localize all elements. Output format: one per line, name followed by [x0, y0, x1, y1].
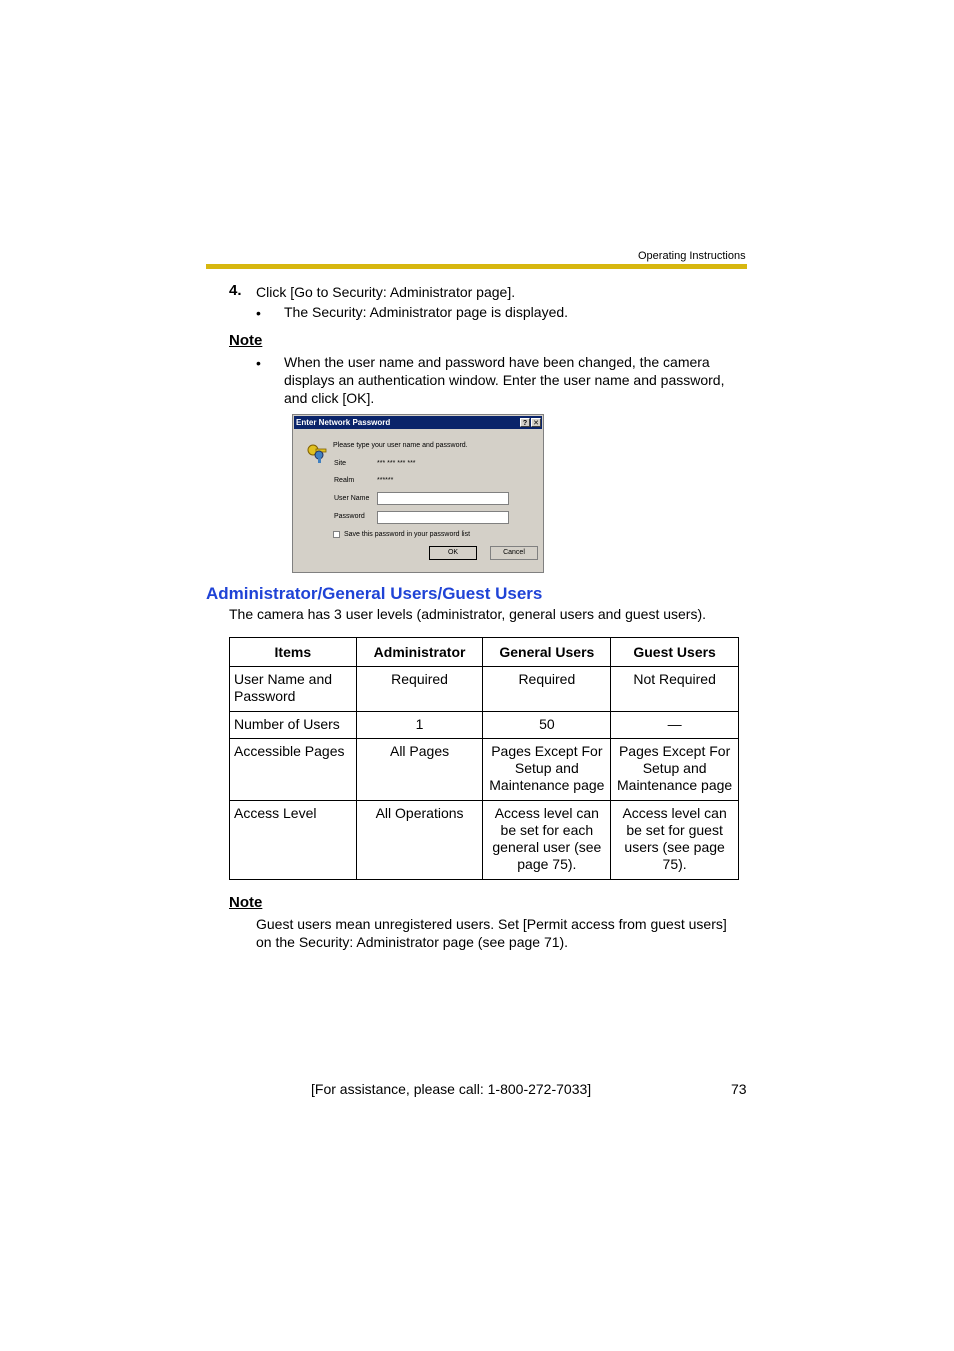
key-icon: [305, 441, 329, 463]
network-password-dialog: [292, 414, 544, 573]
save-password-checkbox[interactable]: [333, 531, 340, 538]
cancel-button[interactable]: Cancel: [490, 546, 538, 560]
table-row: [230, 801, 739, 880]
table-row: [230, 667, 739, 712]
header-administrator: Administrator: [356, 638, 483, 667]
close-button[interactable]: ✕: [531, 418, 541, 427]
table-cell: Pages Except For Setup and Maintenance page: [611, 739, 739, 801]
table-cell: Access level can be set for each general user (see page 75).: [483, 801, 611, 880]
table-cell: Pages Except For Setup and Maintenance page: [483, 739, 611, 801]
section-intro: The camera has 3 user levels (administrator, general users and guest users).: [229, 606, 707, 622]
note-heading: Note: [229, 894, 263, 911]
table-cell: Required: [483, 667, 611, 712]
table-cell: Required: [356, 667, 483, 712]
table-row: [230, 739, 739, 801]
step-number: 4.: [229, 282, 242, 299]
password-label: Password: [334, 513, 365, 520]
step-text: Click [Go to Security: Administrator page].: [256, 284, 516, 300]
dialog-title: Enter Network Password: [296, 418, 391, 427]
table-cell: All Pages: [356, 739, 483, 801]
table-cell: Number of Users: [230, 712, 357, 739]
table-cell: Accessible Pages: [230, 739, 357, 801]
user-levels-table: [229, 637, 739, 880]
table-header-row: [230, 638, 739, 667]
save-password-label: Save this password in your password list: [344, 531, 471, 538]
table-cell: All Operations: [356, 801, 483, 880]
password-input[interactable]: [377, 511, 509, 524]
table-cell: Access level can be set for guest users (see page 75).: [611, 801, 739, 880]
dialog-title-bar: [294, 416, 542, 429]
site-label: Site: [334, 460, 347, 467]
table-cell: —: [611, 712, 739, 739]
dialog-prompt: Please type your user name and password.: [333, 442, 468, 449]
header-rule: [206, 264, 747, 269]
user-name-input[interactable]: [377, 492, 509, 505]
site-value: *** *** *** ***: [377, 460, 416, 467]
note-text: When the user name and password have been changed, the camera displays an authentication window. Enter the user name and password, and click [OK].: [284, 354, 725, 406]
section-title: Administrator/General Users/Guest Users: [206, 584, 543, 603]
user-name-label: User Name: [334, 495, 370, 502]
bullet-marker: •: [256, 355, 261, 371]
running-header: Operating Instructions: [638, 250, 746, 262]
header-guest-users: Guest Users: [611, 638, 739, 667]
step-result: The Security: Administrator page is displayed.: [284, 304, 569, 320]
table-cell: 50: [483, 712, 611, 739]
note-heading: Note: [229, 332, 263, 349]
table-cell: 1: [356, 712, 483, 739]
realm-value: ******: [377, 477, 394, 484]
ok-button[interactable]: OK: [429, 546, 477, 560]
realm-label: Realm: [334, 477, 355, 484]
assistance-footer: [For assistance, please call: 1-800-272-7033]: [311, 1081, 592, 1097]
page-number: 73: [731, 1081, 747, 1097]
header-general-users: General Users: [483, 638, 611, 667]
header-items: Items: [230, 638, 357, 667]
table-cell: Not Required: [611, 667, 739, 712]
table-cell: Access Level: [230, 801, 357, 880]
bullet-marker: •: [256, 305, 261, 321]
note-text: Guest users mean unregistered users. Set [Permit access from guest users] on the Security: Administrator page (see page 71).: [256, 916, 727, 950]
table-cell: User Name and Password: [230, 667, 357, 712]
table-row: [230, 712, 739, 739]
help-button[interactable]: ?: [520, 418, 530, 427]
